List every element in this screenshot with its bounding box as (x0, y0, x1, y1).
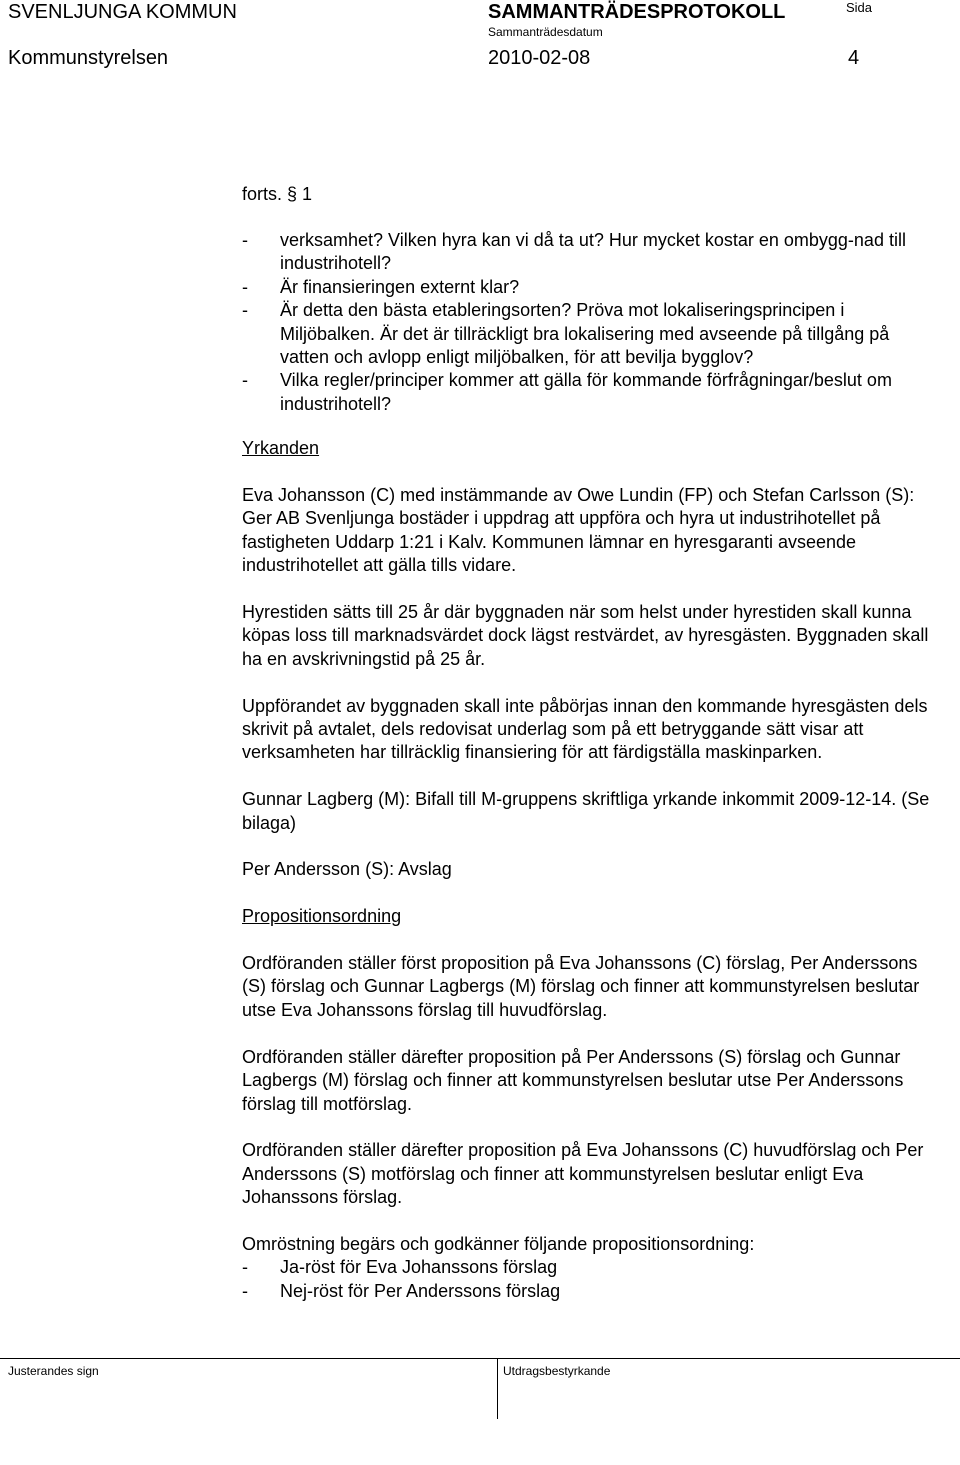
yrkanden-heading: Yrkanden (242, 438, 320, 459)
list-item-text: Är finansieringen externt klar? (280, 276, 520, 297)
paragraph: Ordföranden ställer först proposition på Eva Johanssons (C) förslag, Per Anderssons (S) förslag och Gunnar Lagbergs (M) förslag och finner att kommunstyrelsen beslutar utse Eva Johanssons förslag till huvudförslag. (242, 953, 920, 1020)
vote-options-list (242, 1256, 942, 1303)
footer-divider (497, 1359, 498, 1419)
paragraph: Hyrestiden sätts till 25 år där byggnaden när som helst under hyrestiden skall kunna köpas loss till marknadsvärdet dock lägst restvärdet, av hyresgästen. Byggnaden skall ha en avskrivningstid på 25 år. (242, 602, 929, 669)
committee-name: Kommunstyrelsen (8, 47, 169, 69)
paragraph: Uppförandet av byggnaden skall inte påbörjas innan den kommande hyresgästen dels skrivit på avtalet, dels redovisat underlag som på ett betryggande sätt visar att verksamheten har tillräcklig finansiering för att färdigställa maskinparken. (242, 695, 928, 763)
document-header (0, 0, 960, 80)
continuation-label: forts. § 1 (242, 184, 313, 204)
signature-label: Justerandes sign (8, 1364, 99, 1378)
document-footer (0, 1358, 960, 1419)
list-item: - Vilka regler/principer kommer att gälla för kommande förfrågningar/beslut om industrihotell? (242, 369, 942, 416)
list-item-text: verksamhet? Vilken hyra kan vi då ta ut? Hur mycket kostar en ombygg-nad till industrihotell? (280, 230, 906, 274)
meeting-date-label: Sammanträdesdatum (488, 25, 603, 39)
list-item-text: Nej-röst för Per Anderssons förslag (280, 1280, 561, 1301)
paragraph: Per Andersson (S): Avslag (242, 859, 452, 880)
municipality-name: SVENLJUNGA KOMMUN (8, 1, 237, 23)
paragraph: Omröstning begärs och godkänner följande propositionsordning: (242, 1233, 755, 1254)
list-item: - Är detta den bästa etableringsorten? Pröva mot lokaliseringsprincipen i Miljöbalken. Är det är tillräckligt bra lokalisering med avseende på tillgång på vatten och avlopp enligt miljöbalken, för att bevilja bygglov? (242, 299, 942, 369)
list-item: - Nej-röst för Per Anderssons förslag (242, 1280, 942, 1303)
list-item: - verksamhet? Vilken hyra kan vi då ta ut? Hur mycket kostar en ombygg-nad till industrihotell? (242, 229, 942, 276)
list-item-text: Vilka regler/principer kommer att gälla för kommande förfrågningar/beslut om industrihotell? (280, 370, 892, 414)
list-item-text: Är detta den bästa etableringsorten? Pröva mot lokaliseringsprincipen i Miljöbalken. Är det är tillräckligt bra lokalisering med avseende på tillgång på vatten och avlopp enligt miljöbalken, för att bevilja bygglov? (280, 300, 890, 368)
list-item: - Är finansieringen externt klar? (242, 276, 942, 299)
paragraph: Ordföranden ställer därefter proposition på Eva Johanssons (C) huvudförslag och Per Anderssons (S) motförslag och finner att kommunstyrelsen beslutar enligt Eva Johanssons förslag. (242, 1140, 924, 1208)
paragraph: Gunnar Lagberg (M): Bifall till M-gruppens skriftliga yrkande inkommit 2009-12-14. (Se bilaga) (242, 789, 930, 833)
page-number: 4 (848, 47, 860, 69)
paragraph: Eva Johansson (C) med instämmande av Owe Lundin (FP) och Stefan Carlsson (S): Ger AB Svenljunga bostäder i uppdrag att uppföra och hyra ut industrihotellet på fastigheten Uddarp 1:21 i Kalv. Kommunen lämnar en hyresgaranti avseende industrihotellet att gälla tills vidare. (242, 485, 915, 576)
certification-label: Utdragsbestyrkande (503, 1364, 611, 1378)
paragraph: Ordföranden ställer därefter proposition på Per Anderssons (S) förslag och Gunnar Lagbergs (M) förslag och finner att kommunstyrelsen beslutar utse Per Anderssons förslag till motförslag. (242, 1046, 904, 1114)
list-item-text: Ja-röst för Eva Johanssons förslag (280, 1257, 558, 1278)
page-label: Sida (846, 0, 873, 15)
document-title: SAMMANTRÄDESPROTOKOLL (488, 1, 786, 23)
question-list (242, 229, 942, 416)
list-item: - Ja-röst för Eva Johanssons förslag (242, 1256, 942, 1279)
meeting-date: 2010-02-08 (488, 47, 591, 69)
propositionsordning-heading: Propositionsordning (242, 906, 402, 927)
document-body (242, 183, 942, 1303)
